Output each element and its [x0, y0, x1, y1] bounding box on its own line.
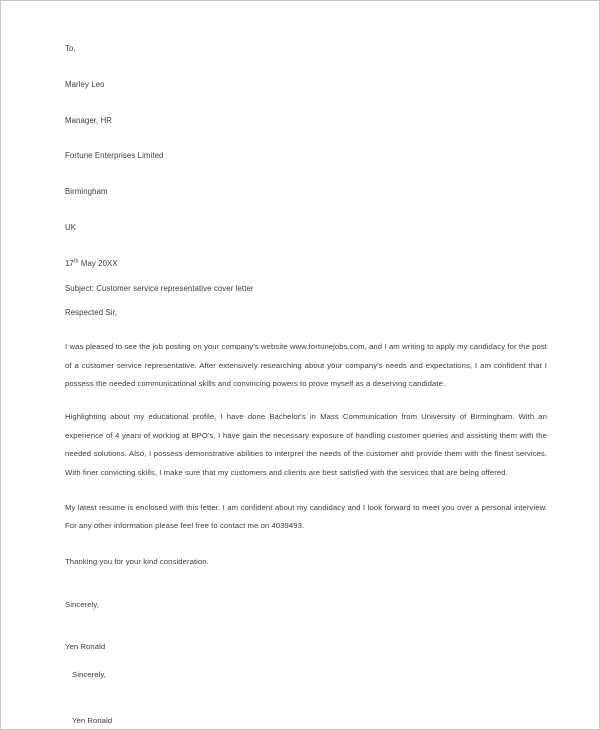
- letter-date: [65, 260, 547, 268]
- date-rest: May 20XX: [78, 258, 118, 268]
- letter-body: [65, 1, 547, 724]
- recipient-country: UK: [65, 222, 77, 232]
- signature-name: Yen Ronald: [65, 642, 106, 652]
- body-paragraph-1: I was pleased to see the job posting on your company's website www.fortunejobs.com, and I am writing to apply my candidacy for the post of a customer service representative. After extensively researching about your company's needs and expectations, I am confident that I possess the needed communicational skills and convincing powers to prove myself as a deserving candidate.: [65, 342, 547, 389]
- closing-sign-off-repeat: Sincerely,: [72, 670, 106, 680]
- letter-subject: Subject: Customer service representative cover letter: [65, 283, 254, 293]
- recipient-name: Marley Leo: [65, 79, 105, 89]
- letter-salutation: Respected Sir,: [65, 308, 118, 318]
- address-to-label: To,: [65, 44, 76, 53]
- recipient-address-block: [65, 1, 547, 232]
- date-ordinal-suffix: th: [73, 258, 79, 265]
- body-paragraph-3: My latest resume is enclosed with this letter. I am confident about my candidacy and I look forward to meet you over a personal interview. For any other information please feel free to contact me on 4039493.: [65, 502, 547, 531]
- letter-closing-block: [65, 558, 547, 725]
- signature-name-repeat: Yen Ronald: [72, 715, 113, 725]
- recipient-company: Fortune Enterprises Limited: [65, 151, 164, 161]
- closing-sign-off: Sincerely,: [65, 599, 99, 609]
- closing-thanks: Thanking you for your kind consideration.: [65, 556, 209, 566]
- recipient-city: Birmingham: [65, 187, 108, 197]
- recipient-job-title: Manager, HR: [65, 115, 113, 125]
- date-day: 17: [65, 258, 74, 268]
- body-paragraph-2: Highlighting about my educational profile, I have done Bachelor's in Mass Communication from University of Birmingham. With an experience of 4 years of working at BPO's, I have gain the necessary exposure of handling customer queries and assisting them with the needed solutions. Also, I possess demonstrative abilities to interpret the needs of the customer and provide them with the finest services. With finer convicting skills, I make sure that my customers and clients are best satisfied with the services that are being offered.: [65, 412, 547, 478]
- letter-paragraphs: [65, 338, 547, 536]
